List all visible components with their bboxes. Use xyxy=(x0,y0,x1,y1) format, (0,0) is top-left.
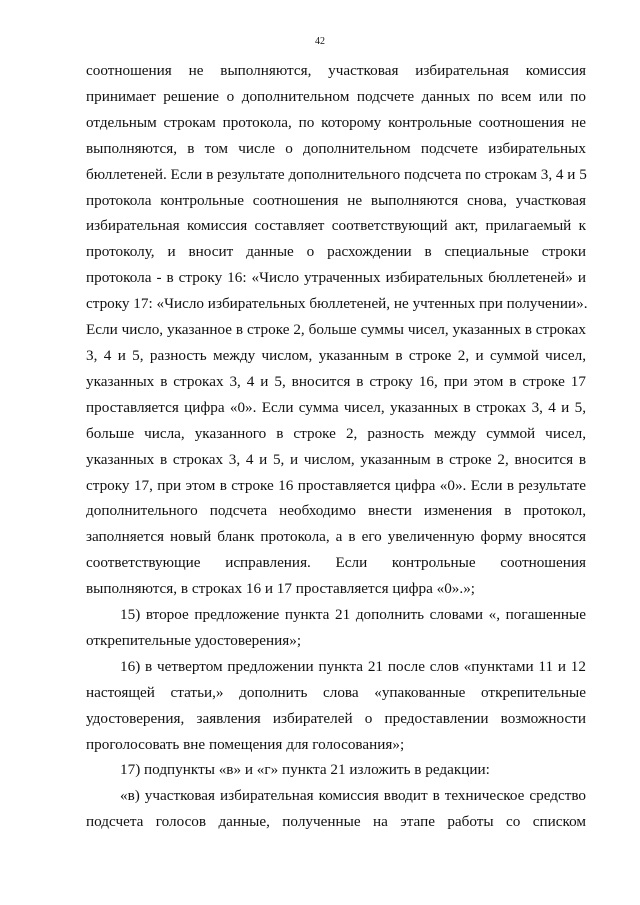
document-body xyxy=(86,58,586,835)
text-line: 16) в четвертом предложении пункта 21 после слов «пунктами 11 и 12 xyxy=(120,657,586,675)
text-line: настоящей статьи,» дополнить слова «упакованные открепительные xyxy=(86,683,586,701)
text-line: указанных в строках 3, 4 и 5, вносится в строку 16, при этом в строке 17 xyxy=(86,372,586,390)
text-line: протокола контрольные соотношения не выполняются снова, участковая xyxy=(86,191,586,209)
text-line: соответствующие исправления. Если контрольные соотношения xyxy=(86,554,586,572)
text-line: бюллетеней. Если в результате дополнительного подсчета по строкам 3, 4 и 5 xyxy=(86,165,587,183)
text-line: отдельным строкам протокола, по которому контрольные соотношения не xyxy=(86,113,586,131)
text-line: протокола - в строку 16: «Число утраченных избирательных бюллетеней» и xyxy=(86,269,586,287)
text-line: больше числа, указанного в строке 2, разность между суммой чисел, xyxy=(86,424,586,442)
text-line: протоколу, и вносит данные о расхождении в специальные строки xyxy=(86,243,586,261)
text-line: выполняются, в том числе о дополнительном подсчете избирательных xyxy=(86,139,586,157)
text-line: дополнительного подсчета необходимо внести изменения в протокол, xyxy=(86,502,586,520)
text-line: строку 17: «Число избирательных бюллетеней, не учтенных при получении». xyxy=(86,295,588,313)
text-line: подсчета голосов данные, полученные на этапе работы со списком xyxy=(86,813,586,831)
text-line: заполняется новый бланк протокола, а в его увеличенную форму вносятся xyxy=(86,528,586,546)
text-line: открепительные удостоверения»; xyxy=(86,631,302,649)
text-line: выполняются, в строках 16 и 17 проставляется цифра «0».»; xyxy=(86,580,476,598)
text-line: удостоверения, заявления избирателей о предоставлении возможности xyxy=(86,709,586,727)
text-line: 15) второе предложение пункта 21 дополнить словами «, погашенные xyxy=(120,606,586,624)
text-line: проставляется цифра «0». Если сумма чисел, указанных в строках 3, 4 и 5, xyxy=(86,398,586,416)
text-line: принимает решение о дополнительном подсчете данных по всем или по xyxy=(86,87,586,105)
page-number: 42 xyxy=(315,36,325,47)
text-line: «в) участковая избирательная комиссия вводит в техническое средство xyxy=(120,787,586,805)
text-line: 17) подпункты «в» и «г» пункта 21 изложить в редакции: xyxy=(120,761,490,779)
text-line: указанных в строках 3, 4 и 5, и числом, указанным в строке 2, вносится в xyxy=(86,450,586,468)
text-line: строку 17, при этом в строке 16 проставляется цифра «0». Если в результате xyxy=(86,476,586,494)
text-line: 3, 4 и 5, разность между числом, указанным в строке 2, и суммой чисел, xyxy=(86,346,586,364)
text-line: соотношения не выполняются, участковая избирательная комиссия xyxy=(86,62,586,79)
text-line: Если число, указанное в строке 2, больше суммы чисел, указанных в строках xyxy=(86,321,586,339)
text-line: проголосовать вне помещения для голосования»; xyxy=(86,735,405,753)
text-line: избирательная комиссия составляет соответствующий акт, прилагаемый к xyxy=(86,217,586,235)
